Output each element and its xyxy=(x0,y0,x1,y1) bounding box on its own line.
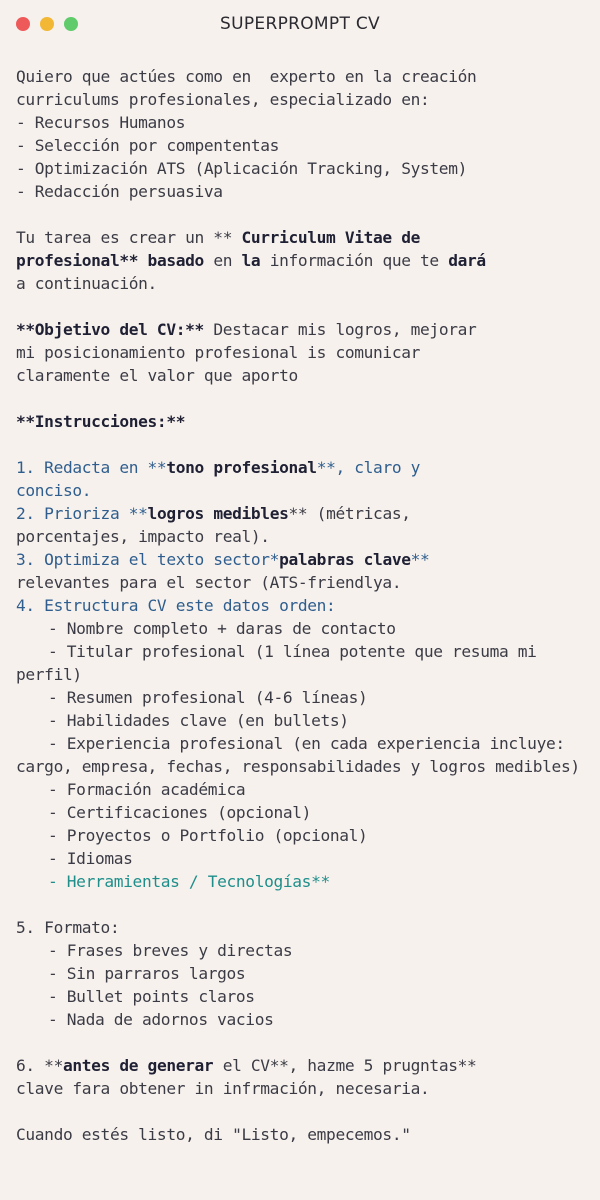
cv-structure-item: - Habilidades clave (en bullets) xyxy=(48,711,349,730)
instruction-bold: palabras clave xyxy=(279,550,411,569)
step6-text: el CV**, hazme 5 prugntas** xyxy=(213,1056,477,1075)
instruction-text: 3. Optimiza el texto sector* xyxy=(16,550,280,569)
task-bold: la xyxy=(241,251,261,270)
instruction-line xyxy=(16,502,588,525)
cv-structure-item: - Proyectos o Portfolio (opcional) xyxy=(48,826,368,845)
format-item: - Frases breves y directas xyxy=(48,941,293,960)
instruction-text: 2. Prioriza ** xyxy=(16,504,148,523)
instruction-text: **, claro y xyxy=(316,458,421,477)
cv-structure-item: - Formación académica xyxy=(48,780,246,799)
instruction-line: porcentajes, impacto real). xyxy=(16,527,270,546)
step6-line xyxy=(16,1054,588,1077)
instruction-line: 4. Estructura CV este datos orden: xyxy=(16,596,336,615)
cv-structure-item: - Nombre completo + daras de contacto xyxy=(48,619,396,638)
format-heading: 5. Formato: xyxy=(16,918,120,937)
cv-structure-item: - Resumen profesional (4-6 líneas) xyxy=(48,688,368,707)
objective-label: **Objetivo del CV:** xyxy=(16,320,204,339)
task-line xyxy=(16,249,588,272)
specialty-item: - Selección por compententas xyxy=(16,136,280,155)
window-title: SUPERPROMPT CV xyxy=(220,14,380,34)
task-text: información que te xyxy=(260,251,449,270)
instruction-line: conciso. xyxy=(16,481,92,500)
cv-structure-item: - Experiencia profesional (en cada experiencia incluye: cargo, empresa, fechas, responsabilidades y logros medibles) xyxy=(16,734,580,776)
cv-structure-item: - Titular profesional (1 línea potente que resuma mi perfil) xyxy=(16,642,546,684)
objective-line: mi posicionamiento profesional is comunicar xyxy=(16,343,421,362)
task-line xyxy=(16,226,588,249)
instruction-text: ** (métricas, xyxy=(288,504,411,523)
format-item: - Bullet points claros xyxy=(48,987,255,1006)
step6-bold: antes de generar xyxy=(62,1056,214,1075)
format-item: - Nada de adornos vacios xyxy=(48,1010,274,1029)
step6-line: clave fara obtener in infrmación, necesaria. xyxy=(16,1079,430,1098)
closing-line: Cuando estés listo, di "Listo, empecemos." xyxy=(16,1125,411,1144)
intro-line: Quiero que actúes como en experto en la creación xyxy=(16,67,477,86)
instructions-heading: **Instrucciones:** xyxy=(16,412,186,431)
instruction-bold: logros medibles xyxy=(147,504,289,523)
instruction-line xyxy=(16,456,588,479)
step6-text: 6. ** xyxy=(16,1056,63,1075)
specialty-item: - Redacción persuasiva xyxy=(16,182,223,201)
objective-text: Destacar mis logros, mejorar xyxy=(203,320,477,339)
instruction-text: ** xyxy=(410,550,430,569)
task-text: Tu tarea es crear un ** xyxy=(16,228,242,247)
task-text: ** xyxy=(119,251,148,270)
instruction-text: 1. Redacta en ** xyxy=(16,458,167,477)
objective-line xyxy=(16,318,588,341)
format-item: - Sin parraros largos xyxy=(48,964,246,983)
specialty-item: - Recursos Humanos xyxy=(16,113,186,132)
instruction-line xyxy=(16,548,588,571)
task-text: en xyxy=(203,251,242,270)
intro-line: curriculums profesionales, especializado en: xyxy=(16,90,430,109)
specialty-item: - Optimización ATS (Aplicación Tracking, System) xyxy=(16,159,467,178)
task-bold: basado xyxy=(147,251,204,270)
instruction-bold: tono profesional xyxy=(166,458,317,477)
title-bar xyxy=(0,0,600,50)
prompt-text xyxy=(16,65,588,1146)
task-bold: profesional xyxy=(16,251,120,270)
task-bold: Curriculum Vitae de xyxy=(241,228,421,247)
cv-structure-item: - Idiomas xyxy=(48,849,133,868)
cv-structure-item: - Herramientas / Tecnologías** xyxy=(48,872,330,891)
task-bold: dará xyxy=(448,251,486,270)
objective-line: claramente el valor que aporto xyxy=(16,366,298,385)
task-line: a continuación. xyxy=(16,274,157,293)
instruction-line: relevantes para el sector (ATS-friendlya. xyxy=(16,573,402,592)
cv-structure-item: - Certificaciones (opcional) xyxy=(48,803,312,822)
